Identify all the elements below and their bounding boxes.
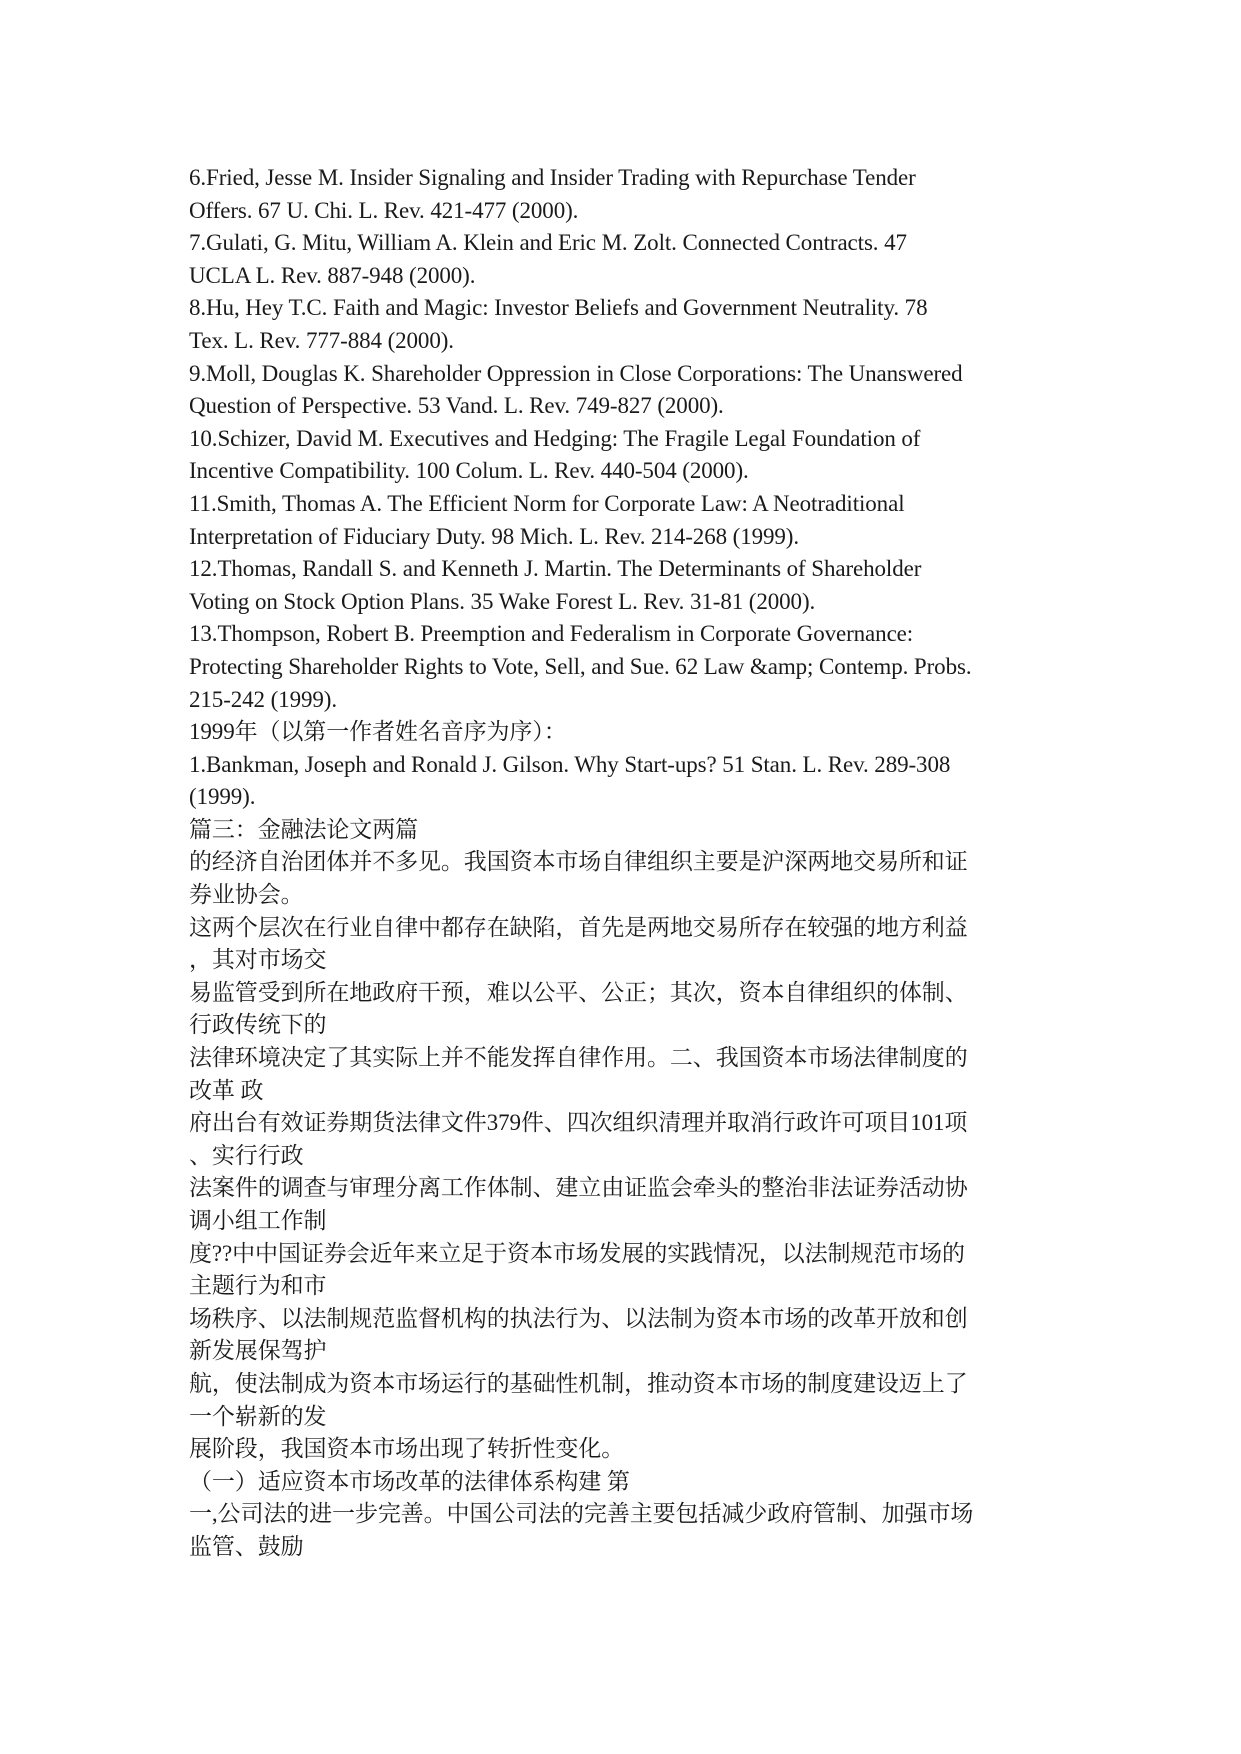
text-line: 易监管受到所在地政府干预，难以公平、公正；其次，资本自律组织的体制、 bbox=[189, 979, 968, 1005]
text-line: 展阶段，我国资本市场出现了转折性变化。 bbox=[189, 1436, 625, 1462]
text-line: 法律环境决定了其实际上并不能发挥自律作用。二、我国资本市场法律制度的 bbox=[189, 1045, 968, 1071]
text-line: 新发展保驾护 bbox=[189, 1338, 327, 1364]
text-line: 航，使法制成为资本市场运行的基础性机制，推动资本市场的制度建设迈上了 bbox=[189, 1370, 968, 1396]
section-heading: 1999年（以第一作者姓名音序为序）： bbox=[189, 719, 567, 745]
text-line: (1999). bbox=[189, 784, 256, 810]
text-line: 6.Fried, Jesse M. Insider Signaling and Insider Trading with Repurchase Tender bbox=[189, 165, 916, 190]
text-line: 11.Smith, Thomas A. The Efficient Norm for Corporate Law: A Neotraditional bbox=[189, 490, 905, 516]
text-line: 监管、鼓励 bbox=[189, 1533, 304, 1559]
text-line: 券业协会。 bbox=[189, 882, 304, 908]
text-line: 行政传统下的 bbox=[189, 1012, 327, 1038]
text-line: UCLA L. Rev. 887-948 (2000). bbox=[189, 262, 476, 288]
subsection-heading: （一）适应资本市场改革的法律体系构建 第 bbox=[189, 1468, 630, 1494]
text-line: 1.Bankman, Joseph and Ronald J. Gilson. Why Start-ups? 51 Stan. L. Rev. 289-308 bbox=[189, 751, 951, 777]
text-line: Interpretation of Fiduciary Duty. 98 Mich. L. Rev. 214-268 (1999). bbox=[189, 523, 800, 549]
text-line: 8.Hu, Hey T.C. Faith and Magic: Investor Beliefs and Government Neutrality. 78 bbox=[189, 295, 928, 321]
text-line: 主题行为和市 bbox=[189, 1273, 327, 1299]
text-line: ，其对市场交 bbox=[189, 947, 327, 973]
text-line: 这两个层次在行业自律中都存在缺陷，首先是两地交易所存在较强的地方利益 bbox=[189, 914, 968, 940]
text-line: 一个崭新的发 bbox=[189, 1403, 327, 1429]
text-line: 一,公司法的进一步完善。中国公司法的完善主要包括减少政府管制、加强市场 bbox=[189, 1501, 974, 1527]
text-line: Question of Perspective. 53 Vand. L. Rev. 749-827 (2000). bbox=[189, 393, 724, 419]
text-line: Offers. 67 U. Chi. L. Rev. 421-477 (2000). bbox=[189, 197, 579, 223]
text-line: 13.Thompson, Robert B. Preemption and Federalism in Corporate Governance: bbox=[189, 621, 914, 647]
section-heading: 篇三：金融法论文两篇 bbox=[189, 816, 419, 842]
text-line: 、实行行政 bbox=[189, 1142, 304, 1168]
text-line: 调小组工作制 bbox=[189, 1208, 327, 1233]
text-line: Incentive Compatibility. 100 Colum. L. Rev. 440-504 (2000). bbox=[189, 458, 749, 484]
text-line: Protecting Shareholder Rights to Vote, Sell, and Sue. 62 Law &amp; Contemp. Probs. bbox=[189, 653, 972, 679]
text-line: 的经济自治团体并不多见。我国资本市场自律组织主要是沪深两地交易所和证 bbox=[189, 849, 968, 875]
text-line: 215-242 (1999). bbox=[189, 686, 337, 712]
text-line: Voting on Stock Option Plans. 35 Wake Forest L. Rev. 31-81 (2000). bbox=[189, 588, 816, 614]
text-line: 法案件的调查与审理分离工作体制、建立由证监会牵头的整治非法证券活动协 bbox=[189, 1175, 968, 1201]
text-line: 府出台有效证券期货法律文件379件、四次组织清理并取消行政许可项目101项 bbox=[189, 1110, 968, 1136]
text-line: Tex. L. Rev. 777-884 (2000). bbox=[189, 327, 454, 353]
text-line: 场秩序、以法制规范监督机构的执法行为、以法制为资本市场的改革开放和创 bbox=[189, 1305, 968, 1331]
text-line: 改革 政 bbox=[189, 1077, 264, 1103]
text-line: 9.Moll, Douglas K. Shareholder Oppression in Close Corporations: The Unanswered bbox=[189, 360, 963, 386]
document-body bbox=[189, 162, 1069, 1564]
text-line: 12.Thomas, Randall S. and Kenneth J. Martin. The Determinants of Shareholder bbox=[189, 556, 922, 582]
text-line: 7.Gulati, G. Mitu, William A. Klein and Eric M. Zolt. Connected Contracts. 47 bbox=[189, 230, 907, 256]
text-line: 度??中中国证券会近年来立足于资本市场发展的实践情况，以法制规范市场的 bbox=[189, 1240, 965, 1266]
text-line: 10.Schizer, David M. Executives and Hedging: The Fragile Legal Foundation of bbox=[189, 425, 921, 451]
